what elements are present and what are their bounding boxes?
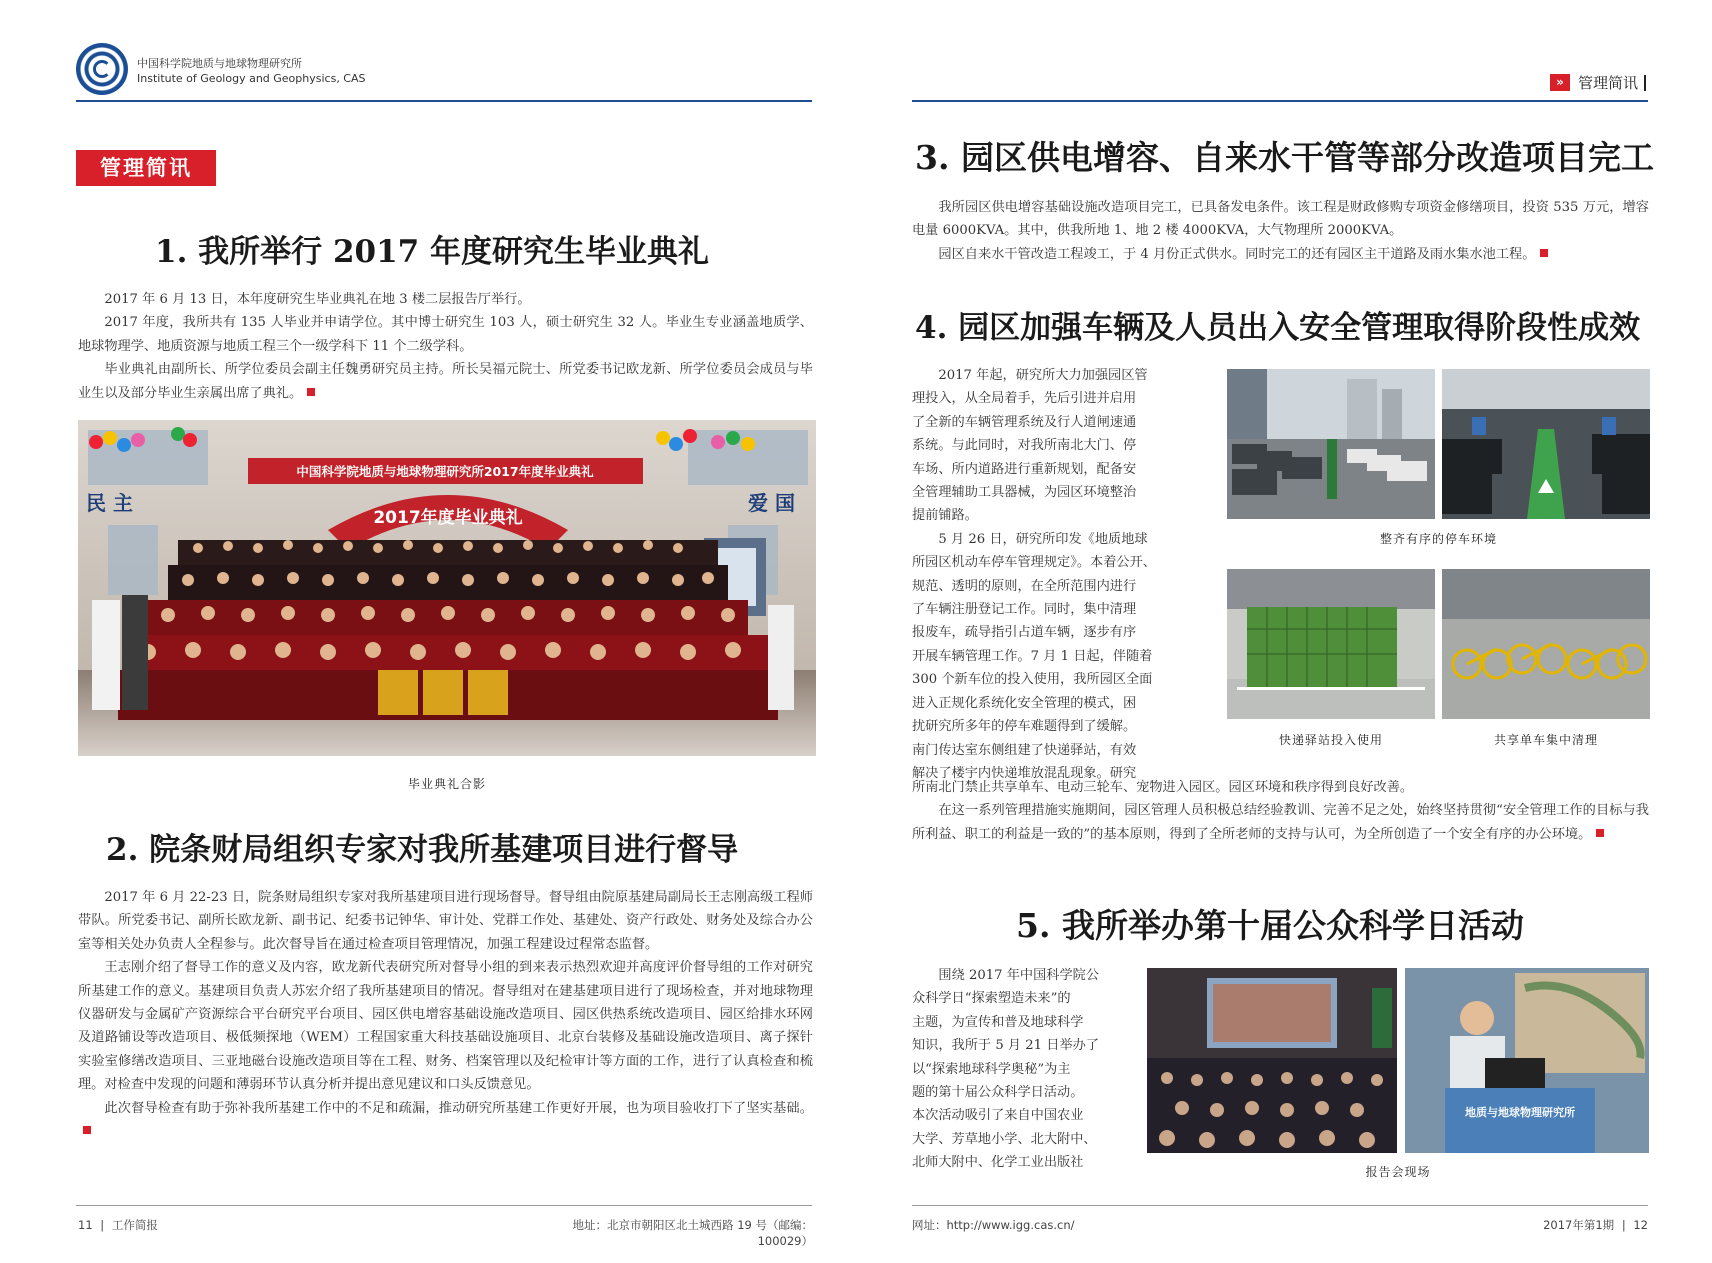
parking-photo-outdoor (1227, 369, 1435, 519)
shared-bikes-illustration (1442, 569, 1650, 719)
lecture-audience-photo (1147, 968, 1397, 1153)
line: 题的第十届公众科学日活动。 (912, 1085, 1084, 1101)
end-mark-icon (1540, 249, 1548, 257)
caption-lecture: 报告会现场 (1365, 1165, 1431, 1179)
caption-graduation: 毕业典礼合影 (407, 777, 486, 791)
page-number-left: 11 (78, 1218, 93, 1232)
section-badge: 管理简讯 (76, 150, 216, 186)
line: 开展车辆管理工作。7 月 1 日起，伴随着 (912, 648, 1153, 664)
header-divider (1644, 75, 1646, 91)
footer-address: 地址：北京市朝阳区北土城西路 19 号（邮编：100029） (572, 1218, 813, 1248)
paragraph: 2017 年 6 月 22-23 日，院条财局组织专家对我所基建项目进行现场督导。督导组由院原基建局副局长王志刚高级工程师带队。所党委书记、副所长欧龙新、副书记、纪委书记钟华、审计处、党群工作处、基建处、资产行政处、财务处及综合办公室等相关处办负责人全程参与。此次督导旨在通过检查项目管理情况，加强工程建设过程常态监督。 (78, 890, 813, 952)
line: 了车辆注册登记工作。同时，集中清理 (912, 602, 1137, 618)
line: 大学、芳草地小学、北大附中、 (912, 1131, 1097, 1147)
express-station-illustration (1227, 569, 1435, 719)
caption-express: 快递驿站投入使用 (1278, 733, 1383, 747)
line: 报废车，疏导指引占道车辆，逐步有序 (912, 625, 1137, 641)
article-1-body (78, 288, 813, 405)
parking-outdoor-illustration (1227, 369, 1435, 519)
org-name (137, 56, 366, 86)
double-chevron-icon: » (1550, 74, 1570, 91)
end-mark-icon (307, 388, 315, 396)
line: 所南北门禁止共享单车、电动三轮车、宠物进入园区。园区环境和秩序得到良好改善。 (912, 780, 1414, 795)
institute-logo-icon (76, 43, 128, 95)
line: 知识，我所于 5 月 21 日举办了 (912, 1038, 1100, 1054)
line: 车场、所内道路进行重新规划，配备安 (912, 461, 1137, 477)
word-right: 爱 国 (748, 491, 795, 515)
article-5-column-text (912, 964, 1127, 1175)
footer-left: 11 | 工作简报 (78, 1218, 158, 1232)
footer-url: 网址：http://www.igg.cas.cn/ (912, 1218, 1075, 1232)
lecture-audience-illustration (1147, 968, 1397, 1153)
parking-underground-illustration (1442, 369, 1650, 519)
article-4-title: 4. 园区加强车辆及人员出入安全管理取得阶段性成效 (915, 310, 1641, 346)
header-section-label: 管理简讯 (1577, 74, 1638, 92)
paragraph: 此次督导检查有助于弥补我所基建工作中的不足和疏漏，推动研究所基建工作更好开展，也为项目验收打下了坚实基础。 (78, 1097, 813, 1144)
line: 本次活动吸引了来自中国农业 (912, 1108, 1084, 1124)
header-rule-right (912, 100, 1648, 102)
line: 2017 年起，研究所大力加强园区管 (938, 368, 1148, 383)
line: 众科学日“探索塑造未来”的 (912, 991, 1071, 1007)
paragraph: 王志刚介绍了督导工作的意义及内容，欧龙新代表研究所对督导小组的到来表示热烈欢迎并高度评价督导组的工作对研究所基建工作的意义。基建项目负责人苏宏介绍了我所基建项目的情况。督导组对在建基建项目进行了现场检查，并对地球物理仪器研发与金属矿产资源综合平台研究平台项目、园区供电增容基础设施改造项目、园区供热系统改造项目、园区给排水环网及道路铺设等改造项目、极低频探地（WEM）工程国家重大科技基础设施项目、北京台装修及基础设施改造项目、离子探针实验室修缮改造项目、三亚地磁台设施改造项目等在工程、财务、档案管理以及纪检审计等方面的工作，进行了认真检查和梳理。对检查中发现的问题和薄弱环节认真分析并提出意见建议和口头反馈意见。 (78, 960, 813, 1093)
article-5-title: 5. 我所举办第十届公众科学日活动 (1016, 906, 1524, 945)
org-name-en: Institute of Geology and Geophysics, CAS (137, 72, 366, 85)
line: 南门传达室东侧组建了快递驿站，有效 (912, 742, 1137, 758)
line: 围绕 2017 年中国科学院公 (938, 968, 1100, 983)
line: 系统。与此同时，对我所南北大门、停 (912, 438, 1137, 454)
graduation-photo-illustration (78, 420, 816, 756)
article-1-title: 1. 我所举行 2017 年度研究生毕业典礼 (155, 234, 710, 270)
line: 解决了楼宇内快递堆放混乱现象。研究 (912, 765, 1137, 781)
arch-text: 2017年度毕业典礼 (373, 508, 523, 528)
article-3-body (912, 196, 1649, 266)
word-left: 民 主 (86, 491, 133, 515)
end-mark-icon (1596, 829, 1604, 837)
footer-rule-right (912, 1205, 1648, 1206)
paragraph: 园区自来水干管改造工程竣工，于 4 月份正式供水。同时完工的还有园区主干道路及雨水集水池工程。 (912, 243, 1649, 266)
paragraph: 毕业典礼由副所长、所学位委员会副主任魏勇研究员主持。所长吴福元院士、所党委书记欧龙新、所学位委员会成员与毕业生以及部分毕业生亲属出席了典礼。 (78, 362, 813, 401)
line: 全管理辅助工具器械，为园区环境整治 (912, 485, 1137, 501)
line: 300 个新车位的投入使用，我所园区全面 (912, 672, 1153, 688)
line: 所园区机动车停车管理规定》。本着公开、 (912, 555, 1156, 571)
line: 规范、透明的原则，在全所范围内进行 (912, 578, 1137, 594)
page-number-right: 12 (1633, 1218, 1648, 1232)
article-3-title: 3. 园区供电增容、自来水干管等部分改造项目完工 (915, 138, 1654, 177)
header-section-right (1550, 72, 1646, 93)
footer-rule-left (76, 1205, 812, 1206)
publication-name: 工作简报 (111, 1218, 158, 1232)
podium-text: 地质与地球物理研究所 (1465, 1106, 1575, 1119)
caption-bikes: 共享单车集中清理 (1493, 733, 1598, 747)
express-station-photo (1227, 569, 1435, 719)
footer-right: 2017年第1期 | 12 (1543, 1218, 1648, 1232)
shared-bikes-photo (1442, 569, 1650, 719)
paragraph: 我所园区供电增容基础设施改造项目完工，已具备发电条件。该工程是财政修购专项资金修缮项目，投资 535 万元，增容电量 6000KVA。其中，供我所地 1、地 2 楼 4000KVA，大气物理所 2000KVA。 (912, 200, 1649, 239)
graduation-photo (78, 420, 816, 756)
parking-photo-underground (1442, 369, 1650, 519)
article-2-body (78, 886, 813, 1143)
line: 进入正规化系统化安全管理的模式，困 (912, 695, 1137, 711)
article-2-title: 2. 院条财局组织专家对我所基建项目进行督导 (106, 832, 739, 868)
article-4-full-text (912, 776, 1649, 846)
lecture-speaker-illustration (1405, 968, 1649, 1153)
line: 5 月 26 日，研究所印发《地质地球 (938, 531, 1148, 547)
issue-label: 2017年第1期 (1543, 1218, 1615, 1232)
lecture-speaker-photo (1405, 968, 1649, 1153)
line: 提前铺路。 (912, 508, 978, 524)
paragraph: 在这一系列管理措施实施期间，园区管理人员积极总结经验教训、完善不足之处，始终坚持贯彻“安全管理工作的目标与我所利益、职工的利益是一致的”的基本原则，得到了全所老师的支持与认可，为全所创造了一个安全有序的办公环境。 (912, 803, 1649, 842)
end-mark-icon (83, 1126, 91, 1134)
header-rule-left (76, 100, 812, 102)
paragraph: 2017 年 6 月 13 日，本年度研究生毕业典礼在地 3 楼二层报告厅举行。 (104, 292, 531, 307)
org-name-cn: 中国科学院地质与地球物理研究所 (137, 57, 302, 70)
line: 主题，为宣传和普及地球科学 (912, 1014, 1084, 1030)
caption-parking: 整齐有序的停车环境 (1379, 532, 1497, 546)
line: 理投入，从全局着手，先后引进并启用 (912, 391, 1137, 407)
line: 以“探索地球科学奥秘”为主 (912, 1061, 1071, 1077)
line: 扰研究所多年的停车难题得到了缓解。 (912, 719, 1137, 735)
line: 了全新的车辆管理系统及行人道闸速通 (912, 414, 1137, 430)
line: 北师大附中、化学工业出版社 (912, 1155, 1084, 1171)
banner-text: 中国科学院地质与地球物理研究所2017年度毕业典礼 (296, 464, 594, 479)
paragraph: 2017 年度，我所共有 135 人毕业并申请学位。其中博士研究生 103 人，硕士研究生 32 人。毕业生专业涵盖地质学、地球物理学、地质资源与地质工程三个一级学科下 11 个二级学科。 (78, 315, 813, 354)
article-4-column-text (912, 364, 1184, 785)
